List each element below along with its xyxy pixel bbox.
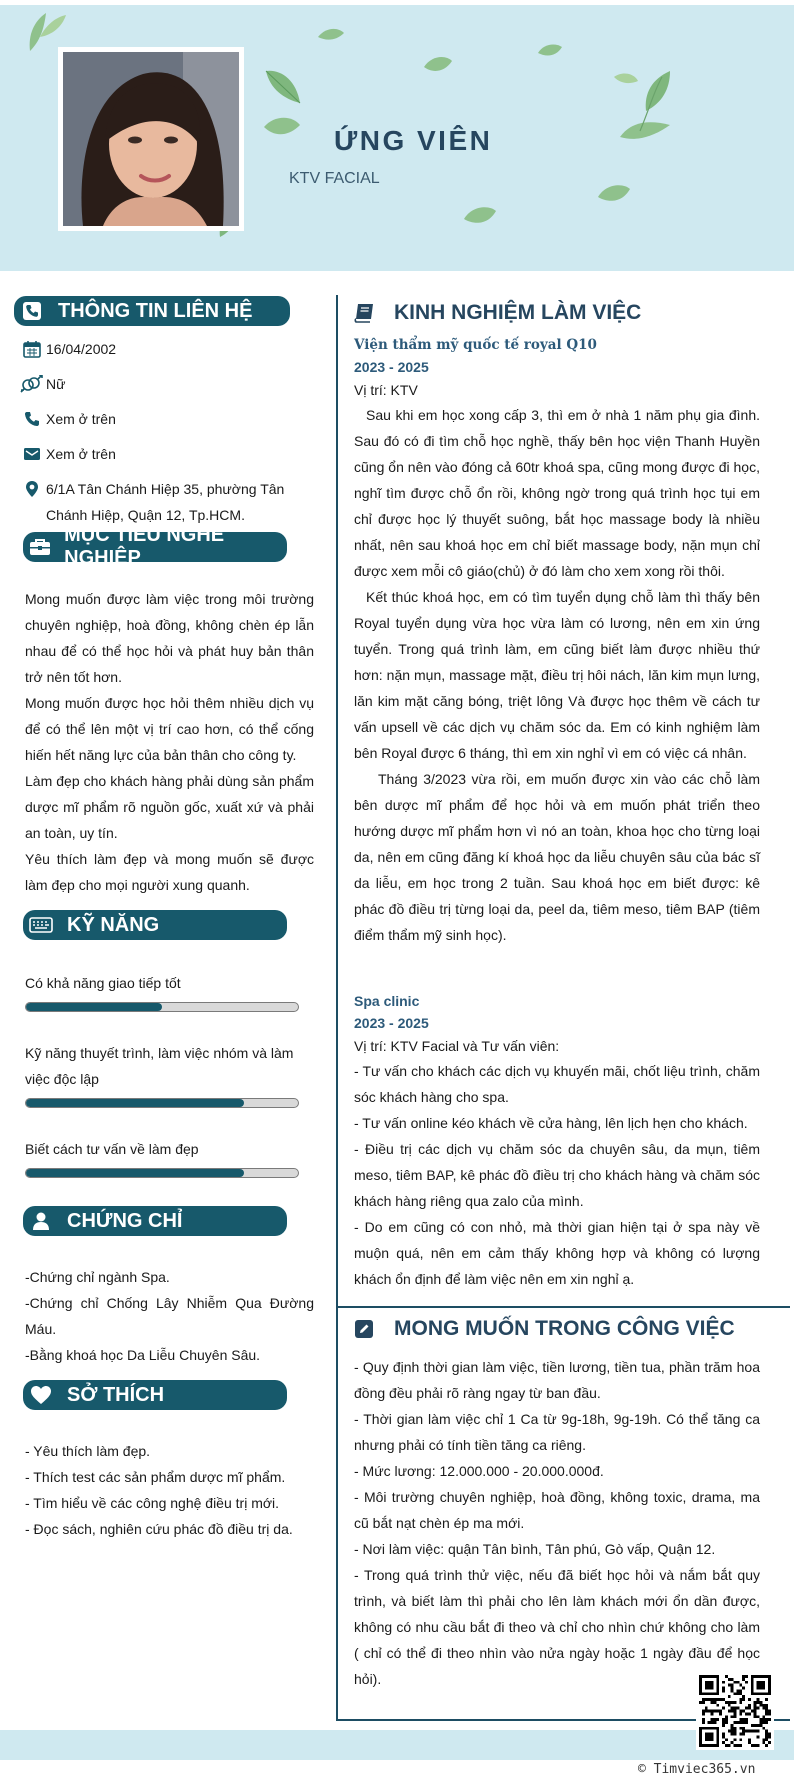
hobbies-section-header (23, 1380, 287, 1410)
left-column (14, 296, 324, 1542)
skill-item (25, 970, 314, 1012)
job-paragraph: - Điều trị các dịch vụ chăm sóc da chuyên sâu, da mụn, tiêm meso, tiêm BAP, kê phác đồ điều trị cho khách hàng và chăm sóc khách hàng riêng qua zalo của mình. (354, 1141, 760, 1209)
heart-icon (23, 1380, 59, 1410)
skill-name: Có khả năng giao tiếp tốt (25, 975, 181, 991)
certificate-line: -Bằng khoá học Da Liễu Chuyên Sâu. (25, 1347, 261, 1363)
hobby-line: - Tìm hiểu về các công nghệ điều trị mới. (25, 1495, 280, 1511)
edit-icon (354, 1319, 392, 1339)
portrait-image (63, 52, 239, 226)
job-role: Vị trí: KTV (354, 382, 418, 398)
footer-band (0, 1730, 794, 1760)
wishes-section (354, 1312, 760, 1692)
contact-heading: THÔNG TIN LIÊN HỆ (58, 299, 253, 322)
objective-line: Mong muốn được học hỏi thêm nhiều dịch vụ để có thể lên một vị trí cao hơn, có thể cống hiến hết năng lực của bản thân cho công ty. (25, 695, 314, 763)
hobbies-content (14, 1438, 324, 1542)
skill-level-fill (26, 1099, 244, 1107)
leaf-decoration-icon (462, 203, 498, 227)
contact-list (14, 336, 324, 528)
objective-section-header (23, 524, 287, 569)
gender-value: Nữ (46, 376, 66, 392)
leaf-decoration-icon (596, 181, 632, 205)
experience-section (354, 296, 760, 1292)
job-role: Vị trí: KTV Facial và Tư vấn viên: (354, 1038, 560, 1054)
leaf-decoration-icon (262, 113, 302, 139)
experience-heading: KINH NGHIỆM LÀM VIỆC (394, 301, 642, 324)
qr-code[interactable] (696, 1672, 774, 1750)
birthday-value: 16/04/2002 (46, 341, 117, 357)
address-value: 6/1A Tân Chánh Hiệp 35, phường Tân Chánh Hiệp, Quận 12, Tp.HCM. (46, 481, 285, 523)
job-company: Viện thẩm mỹ quốc tế royal Q10 (354, 337, 597, 353)
wishes-section-header (354, 1312, 760, 1346)
contact-phone (14, 406, 324, 441)
leaf-decoration-icon (316, 25, 346, 43)
job-entry (354, 990, 760, 1292)
skills-heading: KỸ NĂNG (67, 913, 160, 936)
hobby-line: - Yêu thích làm đẹp. (25, 1443, 151, 1459)
skill-bar (25, 1098, 299, 1108)
job-entry (354, 334, 760, 948)
job-paragraph: Tháng 3/2023 vừa rồi, em muốn được xin vào các chỗ làm bên dược mĩ phẩm để học hỏi và em muốn phát triển theo hướng dược mĩ phẩm hơn vì nó an toàn, khoa học cho từng loại da, nên em cũng đăng kí khoá học da liễu chuyên sâu của bác sĩ da liễu, em học trong 2 tuần. Sau khoá học em biết được: kê phác đồ điều trị từng loại da, peel da, tiêm meso, tiêm BAP (tiêm điểm thẩm mỹ sinh học). (354, 771, 760, 943)
skills-section-header (23, 910, 287, 940)
candidate-job-title: KTV FACIAL (289, 170, 380, 187)
leaf-decoration-icon (536, 41, 564, 59)
leaf-decoration-icon (262, 65, 306, 109)
job-period: 2023 - 2025 (354, 1015, 429, 1031)
email-value: Xem ở trên (46, 446, 116, 462)
keyboard-icon (23, 910, 59, 940)
wish-line: - Nơi làm việc: quận Tân bình, Tân phú, Gò vấp, Quận 12. (354, 1541, 716, 1557)
wishes-heading: MONG MUỐN TRONG CÔNG VIỆC (394, 1317, 735, 1340)
skill-bar (25, 1002, 299, 1012)
candidate-name: ỨNG VIÊN (334, 125, 493, 156)
experience-section-header (354, 296, 760, 330)
skills-list (14, 970, 324, 1178)
qr-code-icon (699, 1675, 771, 1747)
job-paragraph: Kết thúc khoá học, em có tìm tuyển dụng chỗ làm thì thấy bên Royal tuyển dụng vừa học vừa làm có lương, nên em xin ứng tuyển. Trong quá trình làm, em cũng biết làm được nhiều thứ hơn: nặn mụn, massage mặt, điều trị hôi nách, lăn kim mụn lưng, lăn kim mặt căng bóng, triệt lông Và được học thêm về cách tư vấn upsell về các dịch vụ chăm sóc da. Em có kinh nghiệm làm bên Royal được 6 tháng, thì em xin nghỉ vì em có việc cá nhân. (354, 589, 760, 761)
objective-content (14, 586, 324, 898)
job-period: 2023 - 2025 (354, 359, 429, 375)
book-icon (354, 303, 392, 323)
certificates-heading: CHỨNG CHỈ (67, 1209, 183, 1232)
leaf-decoration-icon (422, 53, 454, 75)
calendar-icon (14, 336, 46, 362)
briefcase-icon (23, 532, 56, 562)
location-pin-icon (14, 476, 46, 502)
cv-header (0, 5, 794, 271)
candidate-photo (58, 47, 244, 231)
footer-watermark: © Timviec365.vn (638, 1762, 756, 1777)
phone-icon (14, 406, 46, 432)
skill-item (25, 1040, 314, 1108)
hobby-line: - Thích test các sản phẩm dược mĩ phẩm. (25, 1469, 286, 1485)
user-icon (23, 1206, 59, 1236)
job-paragraph: - Do em cũng có con nhỏ, mà thời gian hiện tại ở spa này về muộn quá, nên em cảm thấy không hợp và không có lượng khách ổn định để làm việc nên em xin nghỉ ạ. (354, 1219, 760, 1287)
job-company: Spa clinic (354, 993, 420, 1009)
phone-icon (14, 296, 50, 326)
job-paragraph: Sau khi em học xong cấp 3, thì em ở nhà 1 năm phụ gia đình. Sau đó có đi tìm chỗ học nghề, thấy bên học viện Thanh Huyền cũng ổn nên vào đóng cả 60tr khoá spa, cũng mong được đi học, nghĩ tìm được chỗ ổn rồi, không ngờ trong quá trình học tụi em chỉ được học lý thuyết suông, bắt học massage body là nhiều nhất, nên sau khoá học em chỉ biết massage body, nặn mụn chỉ được xem mỗi cô giáo(chủ) ở đó làm cho xem xong rồi thôi. (354, 407, 760, 579)
contact-email (14, 441, 324, 476)
certificates-content (14, 1264, 324, 1368)
wish-line: - Quy định thời gian làm việc, tiền lương, tiền tua, phần trăm hoa đồng đều phải rõ ràng ngay từ ban đầu. (354, 1359, 760, 1401)
objective-line: Yêu thích làm đẹp và mong muốn sẽ được làm đẹp cho mọi người xung quanh. (25, 851, 314, 893)
skill-bar (25, 1168, 299, 1178)
gender-icon (14, 371, 46, 397)
wish-line: - Môi trường chuyên nghiệp, hoà đồng, không toxic, drama, ma cũ bắt nạt chèn ép ma mới. (354, 1489, 760, 1531)
job-paragraph: - Tư vấn online kéo khách về cửa hàng, lên lịch hẹn cho khách. (354, 1115, 748, 1131)
objective-heading: MỤC TIÊU NGHỀ NGHIỆP (64, 524, 225, 569)
column-divider (336, 295, 338, 1721)
job-paragraph: - Tư vấn cho khách các dịch vụ khuyến mãi, chốt liệu trình, chăm sóc khách hàng cho spa. (354, 1063, 760, 1105)
wish-line: - Trong quá trình thử việc, nếu đã biết học hỏi và nắm bắt quy trình, và biết làm thì phải cho lên làm khách mới ổn dần được, không có nhu cầu bắt đi theo và chỉ cho nhìn chứ không cho làm ( chỉ có thể đi theo nhìn vào nửa ngày hoặc 1 ngày đầu để học hỏi). (354, 1567, 760, 1687)
skill-item (25, 1136, 314, 1178)
phone-value: Xem ở trên (46, 411, 116, 427)
objective-line: Mong muốn được làm việc trong môi trường chuyên nghiệp, hoà đồng, không chèn ép lẫn nhau để có thể học hỏi và phát huy bản thân trở nên tốt hơn. (25, 591, 314, 685)
skill-level-fill (26, 1003, 162, 1011)
contact-birthday (14, 336, 324, 371)
wish-line: - Thời gian làm việc chỉ 1 Ca từ 9g-18h, 9g-19h. Có thể tăng ca nhưng phải có tính tiền tăng ca riêng. (354, 1411, 760, 1453)
section-divider (336, 1306, 790, 1308)
skill-name: Kỹ năng thuyết trình, làm việc nhóm và làm việc độc lập (25, 1045, 294, 1087)
wishes-content (354, 1354, 760, 1692)
objective-line: Làm đẹp cho khách hàng phải dùng sản phẩm dược mĩ phẩm rõ nguồn gốc, xuất xứ và phải an toàn, uy tín. (25, 773, 314, 841)
contact-section-header (14, 296, 290, 326)
certificate-line: -Chứng chỉ ngành Spa. (25, 1269, 170, 1285)
hobbies-heading: SỞ THÍCH (67, 1383, 165, 1406)
email-icon (14, 441, 46, 467)
wish-line: - Mức lương: 12.000.000 - 20.000.000đ. (354, 1463, 604, 1479)
leaf-decoration-icon (610, 67, 680, 145)
certificate-line: -Chứng chỉ Chống Lây Nhiễm Qua Đường Máu. (25, 1295, 314, 1337)
contact-address (14, 476, 324, 528)
hobby-line: - Đọc sách, nghiên cứu phác đồ điều trị da. (25, 1521, 293, 1537)
certificates-section-header (23, 1206, 287, 1236)
contact-gender (14, 371, 324, 406)
skill-name: Biết cách tư vấn về làm đẹp (25, 1141, 199, 1157)
skill-level-fill (26, 1169, 244, 1177)
